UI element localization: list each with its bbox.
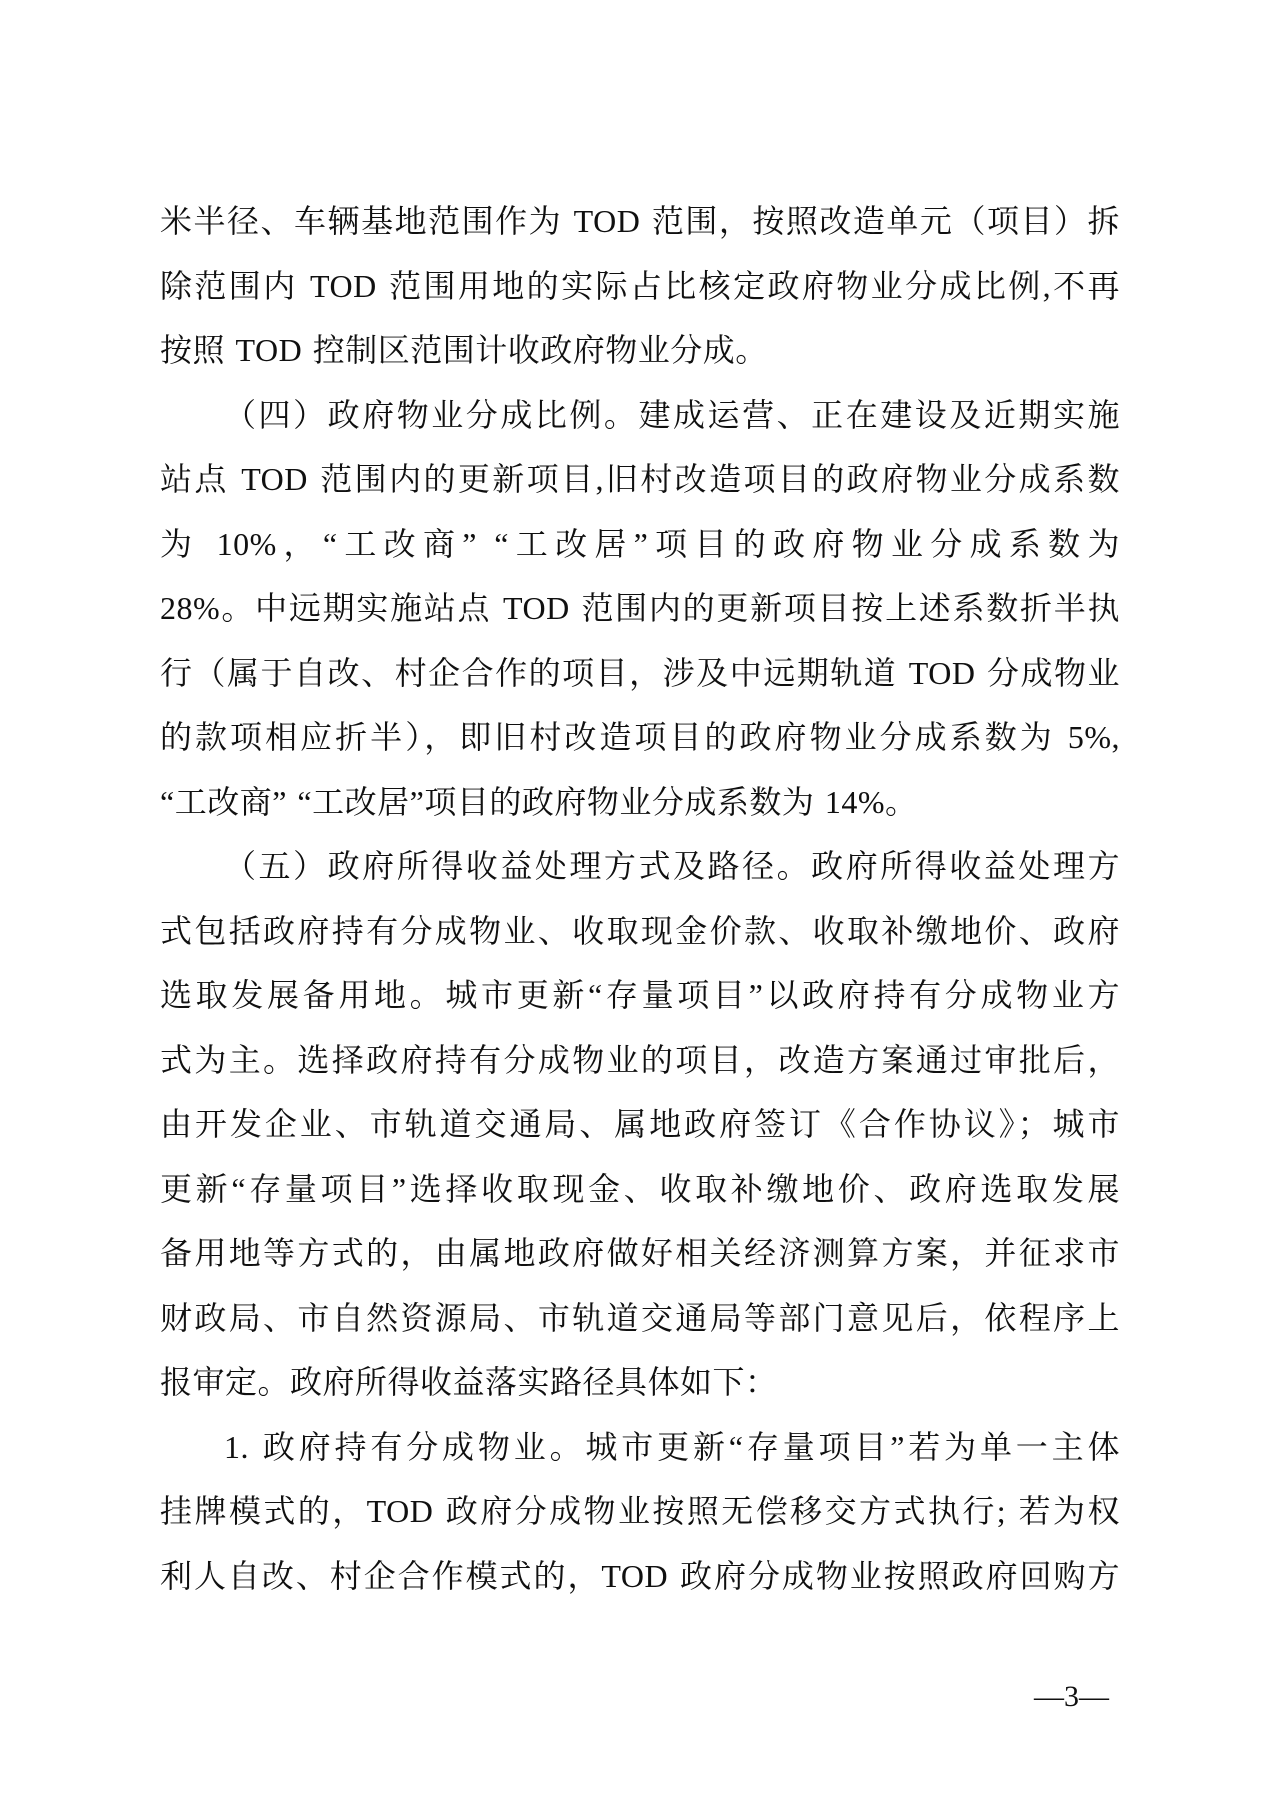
text-line: 由开发企业、市轨道交通局、属地政府签订《合作协议》；城市 xyxy=(160,1106,1120,1142)
page-number: —3— xyxy=(1034,1680,1109,1713)
text-line: 28%。中远期实施站点 TOD 范围内的更新项目按上述系数折半执 xyxy=(160,590,1120,626)
text-line: 选取发展备用地。城市更新“存量项目”以政府持有分成物业方 xyxy=(160,977,1120,1013)
text-line: 行（属于自改、村企合作的项目，涉及中远期轨道 TOD 分成物业 xyxy=(160,654,1120,691)
text-line: 备用地等方式的，由属地政府做好相关经济测算方案，并征求市 xyxy=(160,1235,1120,1271)
text-line: （五）政府所得收益处理方式及路径。政府所得收益处理方 xyxy=(224,848,1120,884)
text-line: （四）政府物业分成比例。建成运营、正在建设及近期实施 xyxy=(224,396,1120,433)
text-line: 按照 TOD 控制区范围计收政府物业分成。 xyxy=(160,332,768,368)
text-line: 报审定。政府所得收益落实路径具体如下： xyxy=(160,1364,778,1400)
text-line: 式包括政府持有分成物业、收取现金价款、收取补缴地价、政府 xyxy=(160,912,1120,949)
document-body xyxy=(160,189,1120,1608)
text-line: 米半径、车辆基地范围作为 TOD 范围，按照改造单元（项目）拆 xyxy=(160,203,1120,239)
text-line: “工改商” “工改居”项目的政府物业分成系数为 14%。 xyxy=(160,783,918,820)
text-line: 挂牌模式的，TOD 政府分成物业按照无偿移交方式执行; 若为权 xyxy=(160,1493,1120,1529)
text-line: 利人自改、村企合作模式的，TOD 政府分成物业按照政府回购方 xyxy=(160,1557,1120,1594)
text-line: 的款项相应折半），即旧村改造项目的政府物业分成系数为 5%, xyxy=(160,719,1120,755)
text-line: 1. 政府持有分成物业。城市更新“存量项目”若为单一主体 xyxy=(224,1428,1120,1465)
text-line: 财政局、市自然资源局、市轨道交通局等部门意见后，依程序上 xyxy=(160,1299,1120,1336)
text-line: 站点 TOD 范围内的更新项目,旧村改造项目的政府物业分成系数 xyxy=(160,461,1120,497)
text-line: 为 10%，“工改商” “工改居”项目的政府物业分成系数为 xyxy=(160,525,1120,562)
text-line: 除范围内 TOD 范围用地的实际占比核定政府物业分成比例,不再 xyxy=(160,267,1120,304)
text-line: 式为主。选择政府持有分成物业的项目，改造方案通过审批后， xyxy=(160,1041,1120,1078)
text-line: 更新“存量项目”选择收取现金、收取补缴地价、政府选取发展 xyxy=(160,1170,1120,1207)
